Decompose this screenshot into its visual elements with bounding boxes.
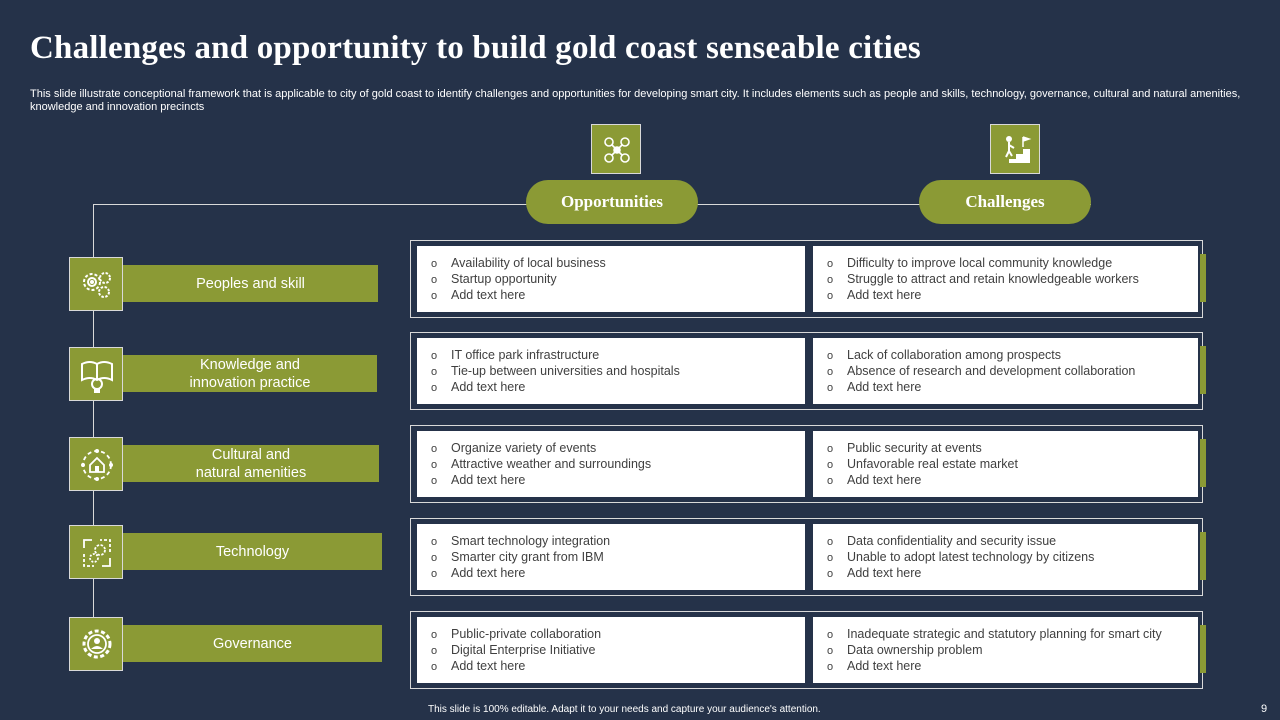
row-label-technology: Technology [123,533,382,570]
list-item: o Unfavorable real estate market [827,456,1198,472]
list-item: o Add text here [827,658,1198,674]
list-item: o Organize variety of events [431,440,805,456]
opportunities-card-peoples-skill [417,246,805,312]
book-lightbulb-icon [69,347,123,401]
row-label-peoples-skill: Peoples and skill [123,265,378,302]
network-nodes-icon [591,124,641,174]
list-item: o Add text here [827,565,1198,581]
row-tab [1200,439,1206,487]
list-item: o Absence of research and development collaboration [827,363,1198,379]
page-number: 9 [1261,703,1268,715]
footer-note: This slide is 100% editable. Adapt it to your needs and capture your audience's attention. [428,704,821,715]
list-item: o Data ownership problem [827,642,1198,658]
slide-title: Challenges and opportunity to build gold coast senseable cities [30,30,921,66]
house-network-icon [69,437,123,491]
list-item: o Tie-up between universities and hospitals [431,363,805,379]
opportunities-card-knowledge-innovation [417,338,805,404]
list-item: o Smart technology integration [431,533,805,549]
challenges-header [919,180,1091,224]
list-item: o Add text here [431,472,805,488]
list-item: o Difficulty to improve local community knowledge [827,255,1198,271]
opportunities-header-label: Opportunities [560,192,664,211]
challenges-card-knowledge-innovation [813,338,1198,404]
list-item: o IT office park infrastructure [431,347,805,363]
list-item: o Inadequate strategic and statutory planning for smart city [827,626,1198,642]
list-item: o Lack of collaboration among prospects [827,347,1198,363]
list-item: o Digital Enterprise Initiative [431,642,805,658]
challenges-card-governance [813,617,1198,683]
gears-cycle-icon [69,525,123,579]
list-item: o Public-private collaboration [431,626,805,642]
list-item: o Add text here [431,658,805,674]
list-item: o Add text here [827,472,1198,488]
list-item: o Smarter city grant from IBM [431,549,805,565]
list-item: o Public security at events [827,440,1198,456]
list-item: o Attractive weather and surroundings [431,456,805,472]
challenges-header-label: Challenges [965,192,1045,211]
opportunities-header [526,180,698,224]
row-label-knowledge-innovation: Knowledge and innovation practice [123,355,377,392]
opportunities-card-governance [417,617,805,683]
row-tab [1200,532,1206,580]
opportunities-card-cultural-amenities [417,431,805,497]
challenges-card-cultural-amenities [813,431,1198,497]
list-item: o Add text here [431,287,805,303]
row-tab [1200,346,1206,394]
list-item: o Startup opportunity [431,271,805,287]
challenges-card-peoples-skill [813,246,1198,312]
challenges-card-technology [813,524,1198,590]
list-item: o Add text here [431,379,805,395]
row-label-cultural-amenities: Cultural and natural amenities [123,445,379,482]
opportunities-card-technology [417,524,805,590]
list-item: o Add text here [827,379,1198,395]
slide-subtitle: This slide illustrate conceptional framework that is applicable to city of gold coast to identify challenges and opportunities for developing smart city. It includes elements such as people and skills, technology, governance, cultural and natural amenities, knowledge and innovation precincts [30,88,1241,113]
row-tab [1200,625,1206,673]
list-item: o Add text here [827,287,1198,303]
list-item: o Unable to adopt latest technology by citizens [827,549,1198,565]
row-label-governance: Governance [123,625,382,662]
list-item: o Struggle to attract and retain knowledgeable workers [827,271,1198,287]
row-tab [1200,254,1206,302]
list-item: o Availability of local business [431,255,805,271]
gears-people-icon [69,257,123,311]
list-item: o Add text here [431,565,805,581]
gear-person-icon [69,617,123,671]
list-item: o Data confidentiality and security issue [827,533,1198,549]
stairs-climb-icon [990,124,1040,174]
